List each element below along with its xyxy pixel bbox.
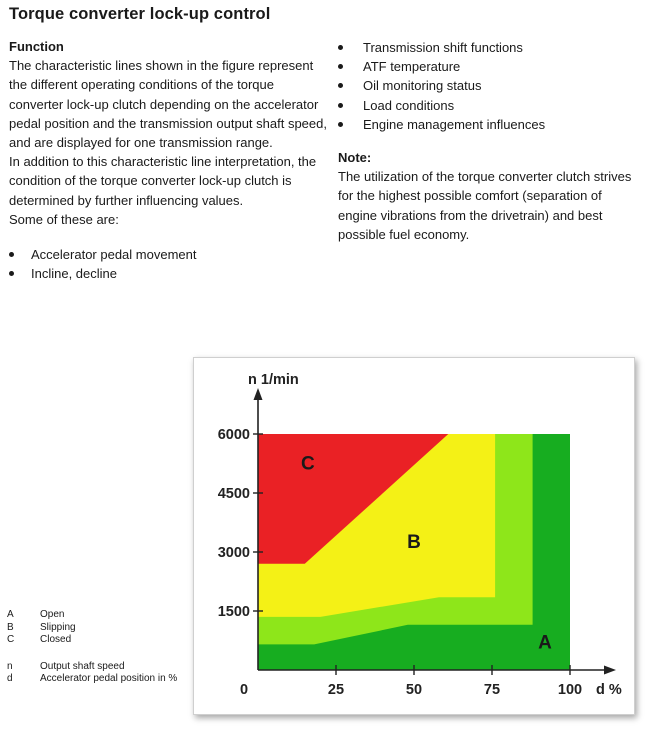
y-tick-label: 3000 <box>217 545 250 561</box>
x-tick-label: 100 <box>557 682 583 698</box>
x-axis-arrow-icon <box>604 666 616 675</box>
list-item: Engine management influences <box>338 115 638 134</box>
bullet-icon <box>9 252 14 257</box>
list-item: Incline, decline <box>9 264 329 283</box>
function-paragraph-3: Some of these are: <box>9 211 119 227</box>
list-item: Oil monitoring status <box>338 76 638 95</box>
bullet-icon <box>338 103 343 108</box>
list-item: ATF temperature <box>338 57 638 76</box>
list-item: Load conditions <box>338 96 638 115</box>
region-label-a: A <box>538 632 552 654</box>
page-title: Torque converter lock-up control <box>9 5 271 23</box>
x-tick-label: 50 <box>405 682 423 698</box>
function-heading: Function <box>9 39 64 54</box>
x-tick-label: 0 <box>239 682 249 698</box>
y-tick-label: 1500 <box>217 604 250 620</box>
y-tick-label: 6000 <box>217 427 250 443</box>
bullet-icon <box>338 45 343 50</box>
note-heading: Note: <box>338 150 372 166</box>
note-text: The utilization of the torque converter clutch strives for the highest possible comfort (separation of engine vibrations from the drivetrain) and best possible fuel economy. <box>338 169 632 242</box>
function-bullet-list <box>9 245 329 283</box>
legend-row: d Accelerator pedal position in % <box>7 673 178 685</box>
x-tick-label: 75 <box>483 682 501 698</box>
legend-row: A Open <box>7 609 65 620</box>
x-axis-label: d % <box>596 682 622 698</box>
function-paragraph-2: In addition to this characteristic line interpretation, the condition of the torque converter lock-up clutch is determined by further influencing values. <box>9 154 317 208</box>
region-label-b: B <box>407 532 421 554</box>
list-item: Transmission shift functions <box>338 38 638 57</box>
bullet-icon <box>338 64 343 69</box>
region-label-c: C <box>301 453 315 475</box>
y-axis-label: n 1/min <box>248 372 299 388</box>
bullet-icon <box>9 271 14 276</box>
function-section <box>9 37 329 283</box>
lockup-characteristic-chart <box>194 358 634 714</box>
legend-row: n Output shaft speed <box>7 660 125 672</box>
y-axis-arrow-icon <box>254 388 263 400</box>
x-tick-label: 25 <box>327 682 345 698</box>
legend-row: B Slipping <box>7 621 76 633</box>
chart-legend <box>7 609 187 686</box>
legend-row: C Closed <box>7 634 72 646</box>
bullet-icon <box>338 83 343 88</box>
list-item: Accelerator pedal movement <box>9 245 329 264</box>
y-tick-label: 4500 <box>217 486 250 502</box>
bullet-icon <box>338 122 343 127</box>
function-paragraph-1: The characteristic lines shown in the figure represent the different operating conditions of the torque converter lock-up clutch depending on the accelerator pedal position and the transmission output shaft speed, and are displayed for one transmission range. <box>9 58 327 151</box>
chart-panel <box>193 357 635 715</box>
influences-section <box>338 38 638 244</box>
influences-bullet-list <box>338 38 638 134</box>
